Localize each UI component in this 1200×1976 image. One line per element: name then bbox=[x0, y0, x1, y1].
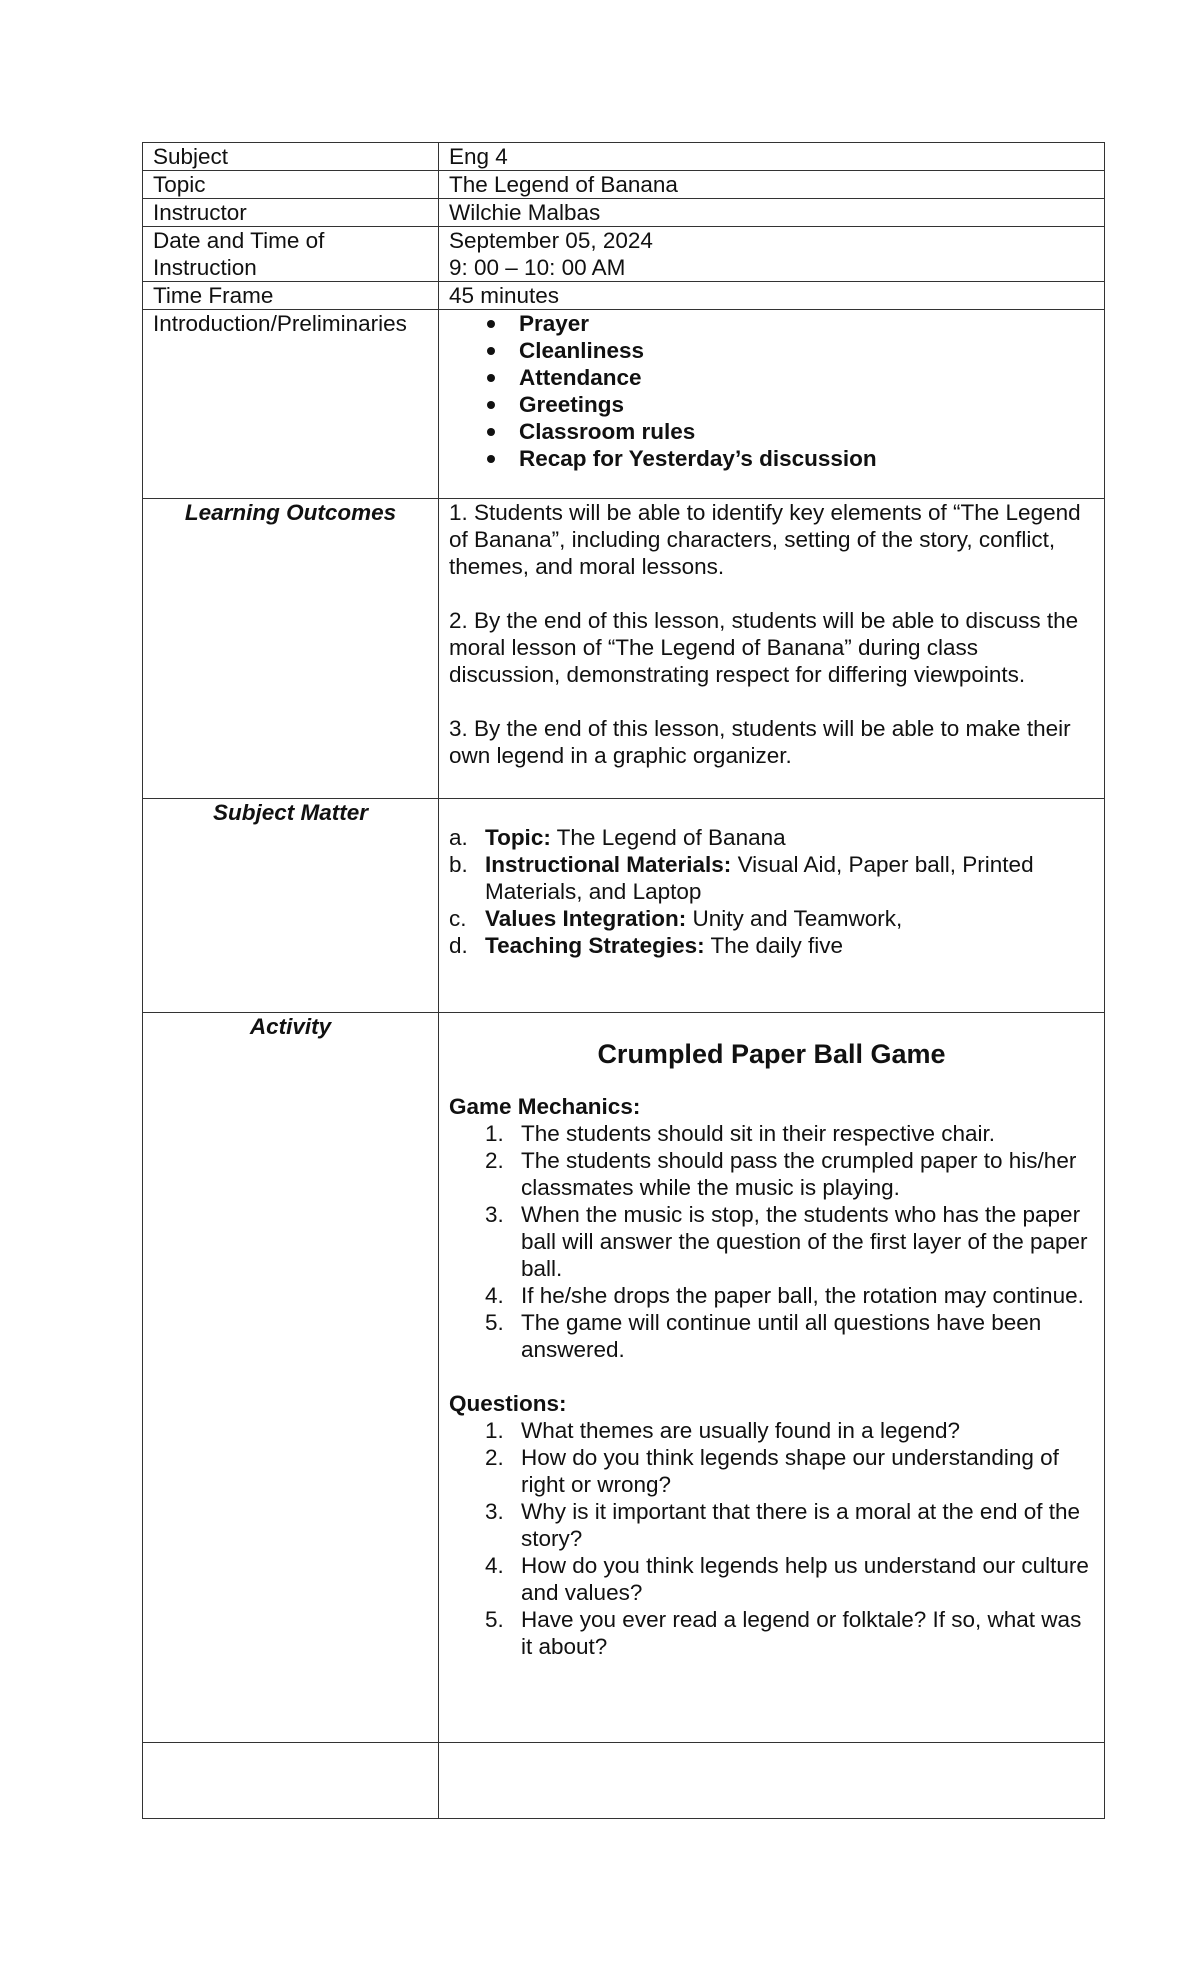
time-value: 9: 00 – 10: 00 AM bbox=[449, 255, 626, 280]
row-timeframe bbox=[143, 282, 1105, 310]
intro-list bbox=[449, 310, 1094, 472]
row-instructor bbox=[143, 199, 1105, 227]
list-item: 5. The game will continue until all questions have been answered. bbox=[485, 1310, 1042, 1362]
subject-matter-value bbox=[439, 799, 1105, 1013]
lesson-plan-table bbox=[142, 142, 1105, 1819]
questions-list bbox=[449, 1417, 1094, 1660]
subject-value: Eng 4 bbox=[439, 143, 1105, 171]
list-item: 4. If he/she drops the paper ball, the rotation may continue. bbox=[485, 1283, 1084, 1308]
activity-value bbox=[439, 1013, 1105, 1743]
list-item: 5. Have you ever read a legend or folktale? If so, what was it about? bbox=[485, 1607, 1082, 1659]
list-item: 1. The students should sit in their respective chair. bbox=[485, 1121, 995, 1146]
list-item: d. Teaching Strategies: The daily five bbox=[449, 933, 844, 958]
row-datetime bbox=[143, 227, 1105, 282]
game-title: Crumpled Paper Ball Game bbox=[597, 1039, 946, 1069]
timeframe-value: 45 minutes bbox=[439, 282, 1105, 310]
subject-label: Subject bbox=[143, 143, 439, 171]
list-item: Attendance bbox=[519, 364, 1094, 391]
list-item: 2. The students should pass the crumpled paper to his/her classmates while the music is playing. bbox=[485, 1148, 1077, 1200]
outcome-2: 2. By the end of this lesson, students will be able to discuss the moral lesson of “The Legend of Banana” during class discussion, demonstrating respect for differing viewpoints. bbox=[449, 608, 1079, 687]
mechanics-list bbox=[449, 1120, 1094, 1363]
row-outcomes bbox=[143, 499, 1105, 799]
empty-cell-left bbox=[143, 1743, 439, 1819]
list-item: Prayer bbox=[519, 310, 1094, 337]
questions-heading: Questions: bbox=[449, 1391, 567, 1416]
subject-matter-list bbox=[449, 824, 1094, 959]
datetime-value bbox=[439, 227, 1105, 282]
row-subject-matter bbox=[143, 799, 1105, 1013]
list-item: Cleanliness bbox=[519, 337, 1094, 364]
list-item: 1. What themes are usually found in a legend? bbox=[485, 1418, 961, 1443]
list-item: b. Instructional Materials: Visual Aid, Paper ball, Printed Materials, and Laptop bbox=[449, 852, 1034, 904]
list-item: 2. How do you think legends shape our understanding of right or wrong? bbox=[485, 1445, 1059, 1497]
outcomes-value bbox=[439, 499, 1105, 799]
row-subject bbox=[143, 143, 1105, 171]
list-item: a. Topic: The Legend of Banana bbox=[449, 825, 786, 850]
row-intro bbox=[143, 310, 1105, 499]
intro-label: Introduction/Preliminaries bbox=[143, 310, 439, 499]
list-item: Greetings bbox=[519, 391, 1094, 418]
list-item: Recap for Yesterday’s discussion bbox=[519, 445, 1094, 472]
intro-value bbox=[439, 310, 1105, 499]
topic-value: The Legend of Banana bbox=[439, 171, 1105, 199]
list-item: c. Values Integration: Unity and Teamwork, bbox=[449, 906, 903, 931]
instructor-label: Instructor bbox=[143, 199, 439, 227]
timeframe-label: Time Frame bbox=[143, 282, 439, 310]
activity-label: Activity bbox=[143, 1013, 439, 1743]
date-value: September 05, 2024 bbox=[449, 228, 653, 253]
list-item: 3. When the music is stop, the students who has the paper ball will answer the question of the first layer of the paper ball. bbox=[485, 1202, 1088, 1281]
empty-cell-right bbox=[439, 1743, 1105, 1819]
mechanics-heading: Game Mechanics: bbox=[449, 1094, 641, 1119]
row-empty bbox=[143, 1743, 1105, 1819]
outcome-1: 1. Students will be able to identify key elements of “The Legend of Banana”, including characters, setting of the story, conflict, themes, and moral lessons. bbox=[449, 500, 1081, 579]
datetime-label: Date and Time of Instruction bbox=[143, 227, 439, 282]
outcomes-label: Learning Outcomes bbox=[143, 499, 439, 799]
list-item: 3. Why is it important that there is a moral at the end of the story? bbox=[485, 1499, 1081, 1551]
outcome-3: 3. By the end of this lesson, students will be able to make their own legend in a graphic organizer. bbox=[449, 716, 1071, 768]
row-activity bbox=[143, 1013, 1105, 1743]
list-item: 4. How do you think legends help us understand our culture and values? bbox=[485, 1553, 1089, 1605]
list-item: Classroom rules bbox=[519, 418, 1094, 445]
subject-matter-label: Subject Matter bbox=[143, 799, 439, 1013]
instructor-value: Wilchie Malbas bbox=[439, 199, 1105, 227]
topic-label: Topic bbox=[143, 171, 439, 199]
row-topic bbox=[143, 171, 1105, 199]
